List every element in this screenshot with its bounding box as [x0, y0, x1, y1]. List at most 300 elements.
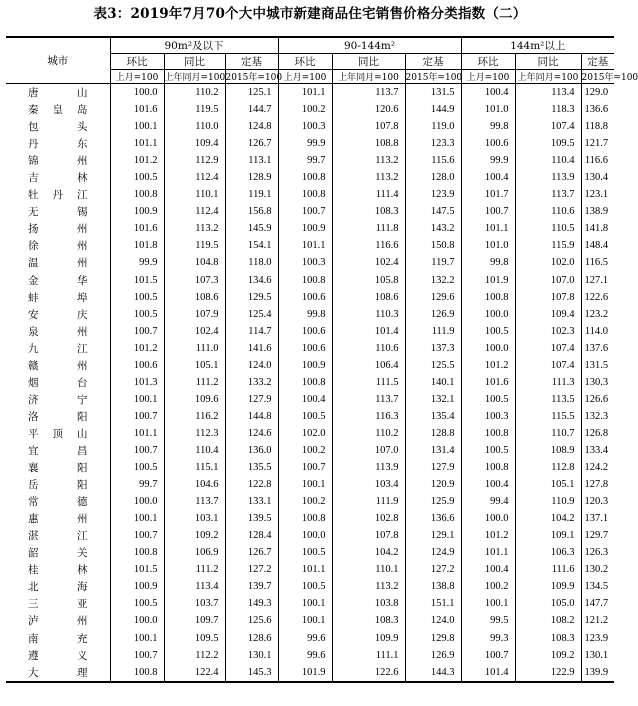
index-value: 118.0 — [225, 254, 278, 271]
city-name — [6, 595, 110, 612]
city-name-text: 烟 台 — [28, 376, 88, 389]
index-value: 137.6 — [581, 340, 614, 357]
index-value: 109.4 — [515, 306, 581, 323]
index-value: 123.1 — [581, 186, 614, 203]
city-name — [6, 186, 110, 203]
index-value: 125.5 — [405, 357, 461, 374]
index-value: 132.2 — [405, 272, 461, 289]
index-value: 129.0 — [581, 84, 614, 102]
city-name — [6, 391, 110, 408]
index-value: 138.8 — [405, 578, 461, 595]
index-value: 136.6 — [581, 101, 614, 118]
group-header-large: 144m²以上 — [461, 37, 614, 54]
city-name — [6, 476, 110, 493]
base-header: 上年同月=100 — [332, 70, 405, 84]
index-value: 106.9 — [164, 544, 225, 561]
table-row — [6, 272, 614, 289]
index-value: 100.0 — [110, 493, 164, 510]
index-value: 100.7 — [110, 647, 164, 664]
index-value: 101.9 — [461, 272, 515, 289]
index-value: 129.1 — [405, 527, 461, 544]
city-name-text: 湛 江 — [28, 530, 88, 543]
table-row — [6, 459, 614, 476]
index-value: 99.5 — [461, 612, 515, 629]
index-value: 99.9 — [110, 254, 164, 271]
index-value: 100.2 — [278, 493, 332, 510]
index-value: 106.3 — [515, 544, 581, 561]
index-value: 127.8 — [581, 476, 614, 493]
index-value: 105.8 — [332, 272, 405, 289]
index-value: 100.8 — [110, 664, 164, 682]
base-header: 2015年=100 — [405, 70, 461, 84]
city-name-text: 扬 州 — [28, 223, 88, 236]
index-value: 127.2 — [225, 561, 278, 578]
metric-header: 同比 — [515, 54, 581, 70]
table-row — [6, 391, 614, 408]
city-name — [6, 272, 110, 289]
index-value: 141.6 — [225, 340, 278, 357]
index-value: 101.0 — [461, 237, 515, 254]
index-value: 100.8 — [461, 289, 515, 306]
index-value: 103.8 — [332, 595, 405, 612]
city-name — [6, 630, 110, 647]
index-value: 100.9 — [110, 203, 164, 220]
city-name — [6, 254, 110, 271]
table-row — [6, 544, 614, 561]
index-value: 101.9 — [278, 664, 332, 682]
index-value: 145.9 — [225, 220, 278, 237]
index-value: 119.7 — [405, 254, 461, 271]
index-value: 120.6 — [332, 101, 405, 118]
index-value: 147.5 — [405, 203, 461, 220]
index-value: 135.4 — [405, 408, 461, 425]
index-value: 129.8 — [405, 630, 461, 647]
index-value: 113.2 — [332, 578, 405, 595]
index-value: 130.4 — [581, 169, 614, 186]
metric-header: 同比 — [164, 54, 225, 70]
metric-header: 定基 — [225, 54, 278, 70]
table-row — [6, 306, 614, 323]
index-value: 100.0 — [110, 84, 164, 102]
table-row — [6, 612, 614, 629]
index-value: 99.8 — [461, 118, 515, 135]
index-value: 100.0 — [461, 510, 515, 527]
city-name-text: 泉 州 — [28, 325, 88, 338]
index-value: 119.5 — [164, 237, 225, 254]
index-value: 111.2 — [164, 561, 225, 578]
base-header: 2015年=100 — [581, 70, 614, 84]
index-value: 107.9 — [164, 306, 225, 323]
index-value: 110.2 — [164, 84, 225, 102]
index-value: 110.4 — [515, 152, 581, 169]
index-value: 104.6 — [164, 476, 225, 493]
index-value: 126.7 — [225, 135, 278, 152]
index-value: 103.1 — [164, 510, 225, 527]
index-value: 109.2 — [515, 647, 581, 664]
index-value: 111.2 — [164, 374, 225, 391]
index-value: 108.6 — [164, 289, 225, 306]
index-value: 115.1 — [164, 459, 225, 476]
index-value: 100.4 — [461, 476, 515, 493]
index-value: 99.6 — [278, 630, 332, 647]
table-row — [6, 186, 614, 203]
table-row — [6, 118, 614, 135]
index-value: 108.6 — [332, 289, 405, 306]
city-name-text: 金 华 — [28, 274, 88, 287]
index-value: 112.2 — [164, 647, 225, 664]
index-value: 110.3 — [332, 306, 405, 323]
table-row — [6, 169, 614, 186]
city-name-text: 宜 昌 — [28, 445, 88, 457]
index-value: 107.0 — [332, 442, 405, 459]
index-value: 103.7 — [164, 595, 225, 612]
metric-header: 定基 — [581, 54, 614, 70]
table-row — [6, 425, 614, 442]
index-value: 124.6 — [225, 425, 278, 442]
index-value: 100.5 — [110, 595, 164, 612]
city-name-text: 岳 阳 — [28, 479, 88, 492]
index-value: 105.1 — [164, 357, 225, 374]
table-row — [6, 630, 614, 647]
index-value: 100.1 — [110, 391, 164, 408]
city-name — [6, 169, 110, 186]
index-value: 116.6 — [332, 237, 405, 254]
city-name — [6, 357, 110, 374]
city-name — [6, 544, 110, 561]
index-value: 121.7 — [581, 135, 614, 152]
city-name-text: 大 理 — [28, 666, 88, 679]
index-value: 100.1 — [110, 630, 164, 647]
index-value: 101.1 — [278, 561, 332, 578]
index-value: 100.5 — [278, 408, 332, 425]
index-value: 113.7 — [164, 493, 225, 510]
table-row — [6, 595, 614, 612]
index-value: 143.2 — [405, 220, 461, 237]
index-value: 109.5 — [164, 630, 225, 647]
city-name — [6, 152, 110, 169]
city-name — [6, 289, 110, 306]
index-value: 125.6 — [225, 612, 278, 629]
index-value: 129.7 — [581, 527, 614, 544]
index-value: 109.7 — [164, 612, 225, 629]
city-name — [6, 340, 110, 357]
index-value: 149.3 — [225, 595, 278, 612]
city-name-text: 蚌 埠 — [28, 291, 88, 304]
city-name-text: 遵 义 — [28, 649, 88, 662]
index-value: 102.4 — [332, 254, 405, 271]
city-name — [6, 408, 110, 425]
index-value: 119.1 — [225, 186, 278, 203]
table-row — [6, 220, 614, 237]
index-value: 100.7 — [110, 527, 164, 544]
index-value: 122.6 — [332, 664, 405, 682]
index-value: 111.8 — [332, 220, 405, 237]
city-name — [6, 493, 110, 510]
city-name-text: 北 海 — [28, 581, 88, 594]
index-value: 101.6 — [110, 220, 164, 237]
table-row — [6, 237, 614, 254]
index-value: 113.1 — [225, 152, 278, 169]
index-value: 139.5 — [225, 510, 278, 527]
index-value: 136.0 — [225, 442, 278, 459]
city-name-text: 锦 州 — [28, 155, 88, 168]
index-value: 101.5 — [110, 561, 164, 578]
index-value: 100.6 — [278, 289, 332, 306]
index-value: 101.6 — [110, 101, 164, 118]
table-row — [6, 510, 614, 527]
index-value: 107.8 — [515, 289, 581, 306]
index-value: 100.3 — [278, 118, 332, 135]
index-value: 100.6 — [278, 323, 332, 340]
index-value: 101.1 — [278, 237, 332, 254]
city-name — [6, 237, 110, 254]
index-value: 100.8 — [461, 459, 515, 476]
index-value: 100.5 — [110, 169, 164, 186]
index-value: 116.6 — [581, 152, 614, 169]
index-value: 101.1 — [110, 425, 164, 442]
city-name — [6, 135, 110, 152]
index-value: 134.6 — [225, 272, 278, 289]
city-name — [6, 101, 110, 118]
index-value: 111.9 — [405, 323, 461, 340]
table-row — [6, 374, 614, 391]
metric-header: 同比 — [332, 54, 405, 70]
index-value: 109.5 — [515, 135, 581, 152]
index-value: 99.9 — [461, 152, 515, 169]
index-value: 100.4 — [278, 391, 332, 408]
index-value: 144.7 — [225, 101, 278, 118]
index-value: 122.6 — [581, 289, 614, 306]
index-value: 100.4 — [461, 84, 515, 102]
index-value: 107.0 — [515, 272, 581, 289]
index-value: 147.7 — [581, 595, 614, 612]
city-name — [6, 118, 110, 135]
index-value: 100.8 — [110, 186, 164, 203]
index-value: 110.2 — [332, 425, 405, 442]
index-value: 122.4 — [164, 664, 225, 682]
city-name-text: 南 充 — [28, 632, 88, 645]
table-row — [6, 152, 614, 169]
index-value: 101.2 — [110, 340, 164, 357]
city-name-text: 平 顶 山 — [28, 427, 88, 440]
index-value: 139.7 — [225, 578, 278, 595]
index-value: 104.2 — [332, 544, 405, 561]
index-value: 111.5 — [332, 374, 405, 391]
base-header: 上月=100 — [461, 70, 515, 84]
index-value: 113.9 — [332, 459, 405, 476]
table-row — [6, 664, 614, 682]
index-value: 102.3 — [515, 323, 581, 340]
index-value: 113.4 — [164, 578, 225, 595]
index-value: 100.1 — [110, 118, 164, 135]
index-value: 100.7 — [110, 408, 164, 425]
index-value: 144.3 — [405, 664, 461, 682]
base-header: 2015年=100 — [225, 70, 278, 84]
table-row — [6, 493, 614, 510]
index-value: 135.5 — [225, 459, 278, 476]
city-name — [6, 459, 110, 476]
index-value: 100.8 — [278, 272, 332, 289]
index-value: 100.4 — [461, 561, 515, 578]
city-name — [6, 425, 110, 442]
table-row — [6, 84, 614, 102]
index-value: 100.6 — [110, 357, 164, 374]
index-value: 115.6 — [405, 152, 461, 169]
index-value: 115.9 — [515, 237, 581, 254]
index-value: 123.3 — [405, 135, 461, 152]
index-value: 99.7 — [110, 476, 164, 493]
index-value: 100.8 — [278, 510, 332, 527]
index-value: 111.0 — [164, 340, 225, 357]
index-value: 141.8 — [581, 220, 614, 237]
table-row — [6, 203, 614, 220]
index-value: 109.9 — [332, 630, 405, 647]
index-value: 138.9 — [581, 203, 614, 220]
index-value: 110.4 — [164, 442, 225, 459]
table-row — [6, 289, 614, 306]
index-value: 107.4 — [515, 340, 581, 357]
index-value: 128.9 — [225, 169, 278, 186]
index-value: 104.8 — [164, 254, 225, 271]
index-value: 113.7 — [515, 186, 581, 203]
index-value: 99.7 — [278, 152, 332, 169]
index-value: 108.2 — [515, 612, 581, 629]
group-header-mid: 90-144m² — [278, 37, 461, 54]
table-body — [6, 84, 614, 682]
index-value: 127.2 — [405, 561, 461, 578]
city-name — [6, 510, 110, 527]
index-value: 110.1 — [164, 186, 225, 203]
price-index-table — [6, 36, 638, 683]
index-value: 111.1 — [332, 647, 405, 664]
index-value: 112.3 — [164, 425, 225, 442]
index-value: 133.4 — [581, 442, 614, 459]
index-value: 112.4 — [164, 203, 225, 220]
index-value: 120.9 — [405, 476, 461, 493]
index-value: 134.5 — [581, 578, 614, 595]
city-name — [6, 578, 110, 595]
index-value: 116.5 — [581, 254, 614, 271]
index-value: 120.3 — [581, 493, 614, 510]
index-value: 100.2 — [278, 442, 332, 459]
index-value: 100.1 — [278, 595, 332, 612]
base-header: 上年同月=100 — [164, 70, 225, 84]
index-value: 111.9 — [332, 493, 405, 510]
index-value: 151.1 — [405, 595, 461, 612]
index-value: 130.2 — [581, 561, 614, 578]
index-value: 100.3 — [278, 254, 332, 271]
city-name-text: 包 头 — [28, 121, 88, 134]
city-name-text: 桂 林 — [28, 564, 88, 577]
city-name — [6, 203, 110, 220]
index-value: 111.3 — [515, 374, 581, 391]
index-value: 108.8 — [332, 135, 405, 152]
index-value: 100.3 — [461, 408, 515, 425]
index-value: 99.4 — [461, 493, 515, 510]
index-value: 108.3 — [332, 203, 405, 220]
index-value: 137.1 — [581, 510, 614, 527]
index-value: 101.3 — [110, 374, 164, 391]
index-value: 124.0 — [225, 357, 278, 374]
index-value: 126.6 — [581, 391, 614, 408]
index-value: 133.2 — [225, 374, 278, 391]
index-value: 100.6 — [461, 135, 515, 152]
index-value: 127.9 — [225, 391, 278, 408]
index-value: 110.0 — [164, 118, 225, 135]
index-value: 113.9 — [515, 169, 581, 186]
index-value: 100.7 — [110, 442, 164, 459]
index-value: 108.9 — [515, 442, 581, 459]
index-value: 104.2 — [515, 510, 581, 527]
index-value: 126.7 — [225, 544, 278, 561]
index-value: 100.0 — [461, 306, 515, 323]
index-value: 118.3 — [515, 101, 581, 118]
index-value: 116.2 — [164, 408, 225, 425]
index-value: 109.2 — [164, 527, 225, 544]
index-value: 133.1 — [225, 493, 278, 510]
city-header: 城市 — [6, 37, 110, 84]
index-value: 107.4 — [515, 357, 581, 374]
index-value: 107.8 — [332, 527, 405, 544]
index-value: 119.0 — [405, 118, 461, 135]
index-value: 100.5 — [110, 459, 164, 476]
city-name — [6, 220, 110, 237]
index-value: 132.3 — [581, 408, 614, 425]
city-name-text: 九 江 — [28, 342, 88, 355]
index-value: 100.7 — [461, 203, 515, 220]
index-value: 110.9 — [515, 493, 581, 510]
index-value: 154.1 — [225, 237, 278, 254]
index-value: 126.9 — [405, 306, 461, 323]
index-value: 100.8 — [110, 544, 164, 561]
index-value: 100.4 — [461, 169, 515, 186]
city-name — [6, 527, 110, 544]
index-value: 144.9 — [405, 101, 461, 118]
index-value: 110.1 — [332, 561, 405, 578]
index-value: 131.4 — [405, 442, 461, 459]
index-value: 125.1 — [225, 84, 278, 102]
index-value: 150.8 — [405, 237, 461, 254]
city-name-text: 牡 丹 江 — [28, 189, 88, 202]
city-name-text: 惠 州 — [28, 513, 88, 526]
index-value: 123.2 — [581, 306, 614, 323]
index-value: 101.4 — [332, 323, 405, 340]
index-value: 105.0 — [515, 595, 581, 612]
index-value: 113.4 — [515, 84, 581, 102]
index-value: 113.5 — [515, 391, 581, 408]
index-value: 124.2 — [581, 459, 614, 476]
city-name-text: 济 宁 — [28, 393, 88, 406]
index-value: 131.5 — [405, 84, 461, 102]
index-value: 130.3 — [581, 374, 614, 391]
index-value: 100.8 — [461, 425, 515, 442]
table-row — [6, 254, 614, 271]
index-value: 101.8 — [110, 237, 164, 254]
index-value: 112.4 — [164, 169, 225, 186]
index-value: 130.1 — [225, 647, 278, 664]
index-value: 100.5 — [461, 442, 515, 459]
index-value: 101.6 — [461, 374, 515, 391]
city-name-text: 徐 州 — [28, 240, 88, 253]
metric-header: 环比 — [278, 54, 332, 70]
table-row — [6, 578, 614, 595]
index-value: 127.1 — [581, 272, 614, 289]
index-value: 124.8 — [225, 118, 278, 135]
table-title: 表3：2019年7月70个大中城市新建商品住宅销售价格分类指数（二） — [93, 6, 527, 22]
index-value: 110.7 — [515, 425, 581, 442]
index-value: 121.2 — [581, 612, 614, 629]
table-row — [6, 476, 614, 493]
